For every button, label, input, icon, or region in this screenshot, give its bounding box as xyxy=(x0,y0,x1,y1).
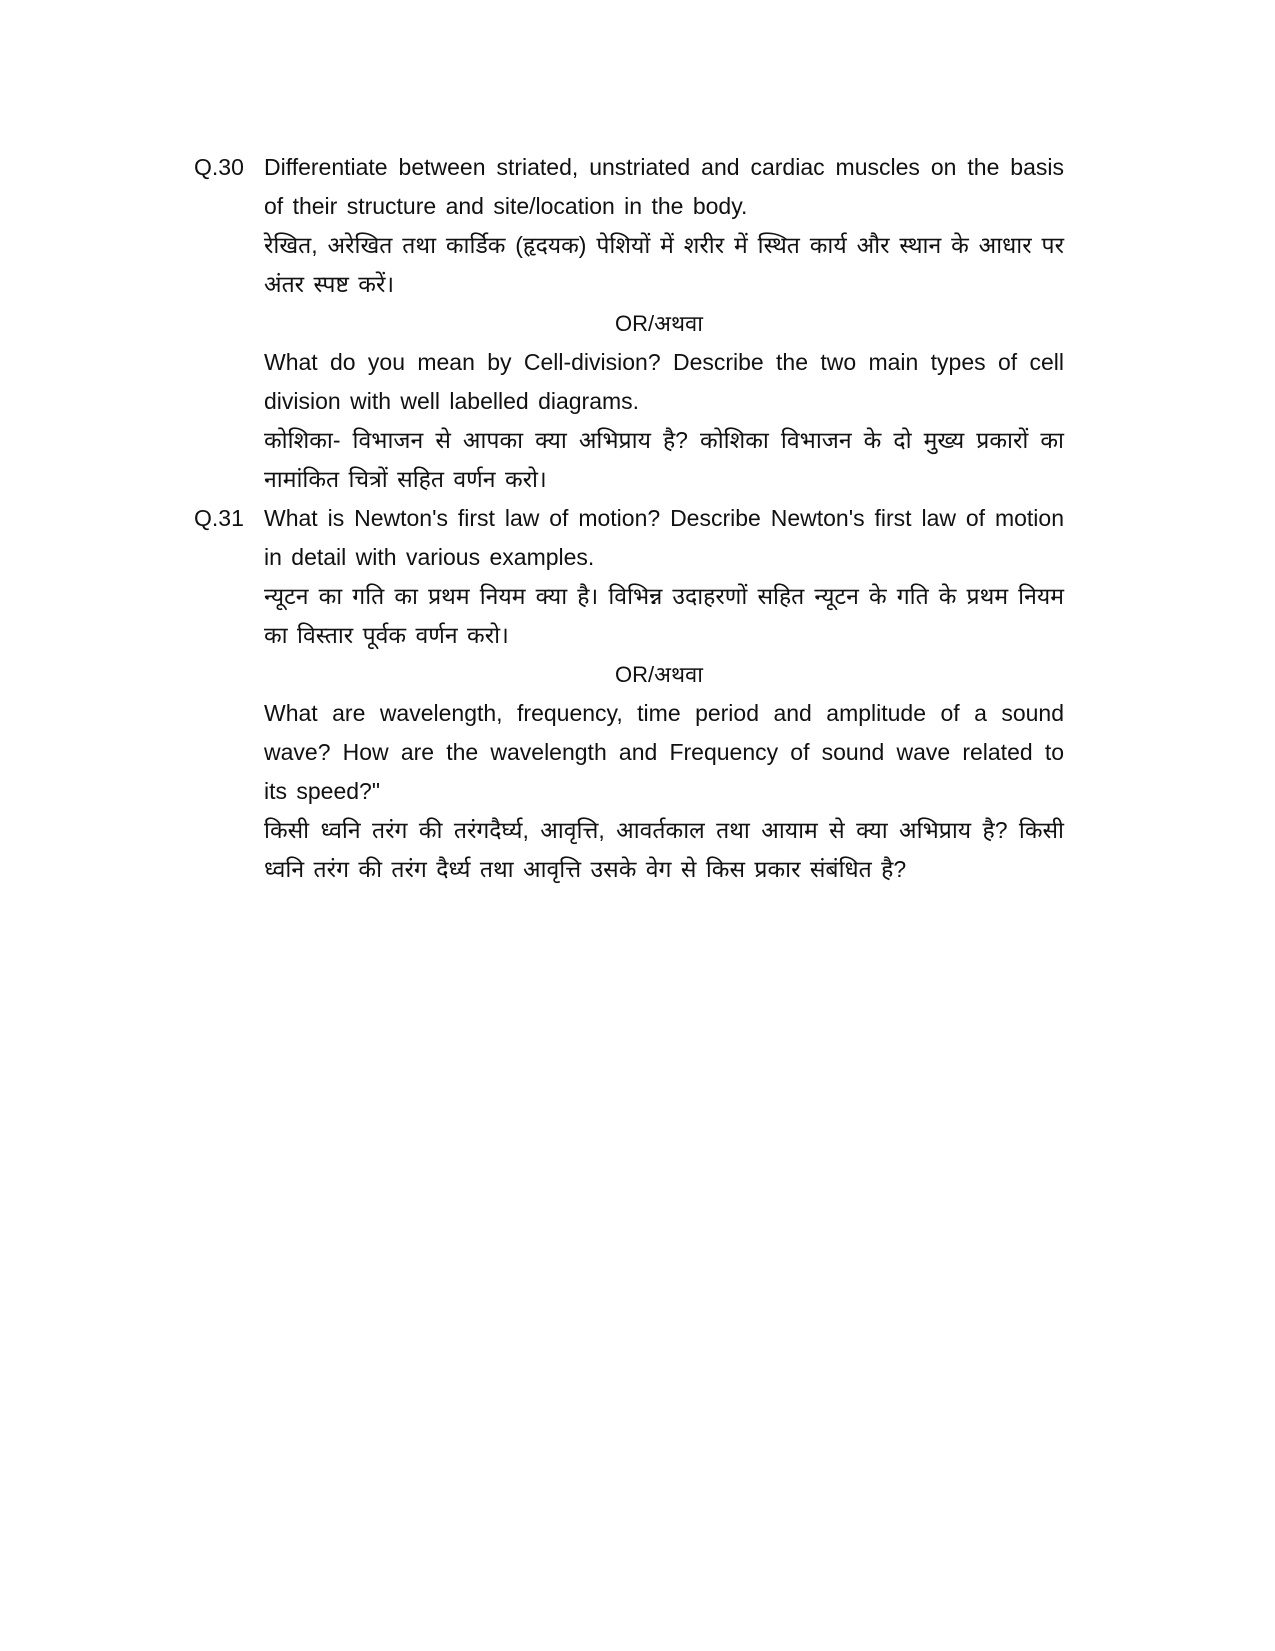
question-number: Q.31 xyxy=(194,505,244,531)
alternative-question-text-hindi: कोशिका- विभाजन से आपका क्या अभिप्राय है? कोशिका विभाजन के दो मुख्य प्रकारों का नामांकित चित्रों सहित वर्णन करो। xyxy=(264,427,1064,492)
question-text-english: What is Newton's first law of motion? Describe Newton's first law of motion in detail with various examples. xyxy=(264,505,1064,570)
alternative-question-text-hindi: किसी ध्वनि तरंग की तरंगदैर्घ्य, आवृत्ति, आवर्तकाल तथा आयाम से क्या अभिप्राय है? किसी ध्वनि तरंग की तरंग दैर्ध्य तथा आवृत्ति उसके वेग से किस प्रकार संबंधित है? xyxy=(264,817,1064,882)
question-31 xyxy=(194,499,1064,889)
alternative-question-text-english: What do you mean by Cell-division? Describe the two main types of cell division with well labelled diagrams. xyxy=(264,349,1064,414)
alternative-question-text-english: What are wavelength, frequency, time period and amplitude of a sound wave? How are the wavelength and Frequency of sound wave related to its speed?" xyxy=(264,700,1064,804)
exam-page xyxy=(194,148,1064,889)
question-number: Q.30 xyxy=(194,154,244,180)
question-text-hindi: न्यूटन का गति का प्रथम नियम क्या है। विभिन्न उदाहरणों सहित न्यूटन के गति के प्रथम नियम का विस्तार पूर्वक वर्णन करो। xyxy=(264,583,1064,648)
question-text-hindi: रेखित, अरेखित तथा कार्डिक (हृदयक) पेशियों में शरीर में स्थित कार्य और स्थान के आधार पर अंतर स्पष्ट करें। xyxy=(264,232,1064,297)
question-text-english: Differentiate between striated, unstriated and cardiac muscles on the basis of their structure and site/location in the body. xyxy=(264,154,1064,219)
question-body xyxy=(264,499,1064,889)
or-separator: OR/अथवा xyxy=(615,662,703,687)
question-30 xyxy=(194,148,1064,499)
or-separator: OR/अथवा xyxy=(615,311,703,336)
question-body xyxy=(264,148,1064,499)
